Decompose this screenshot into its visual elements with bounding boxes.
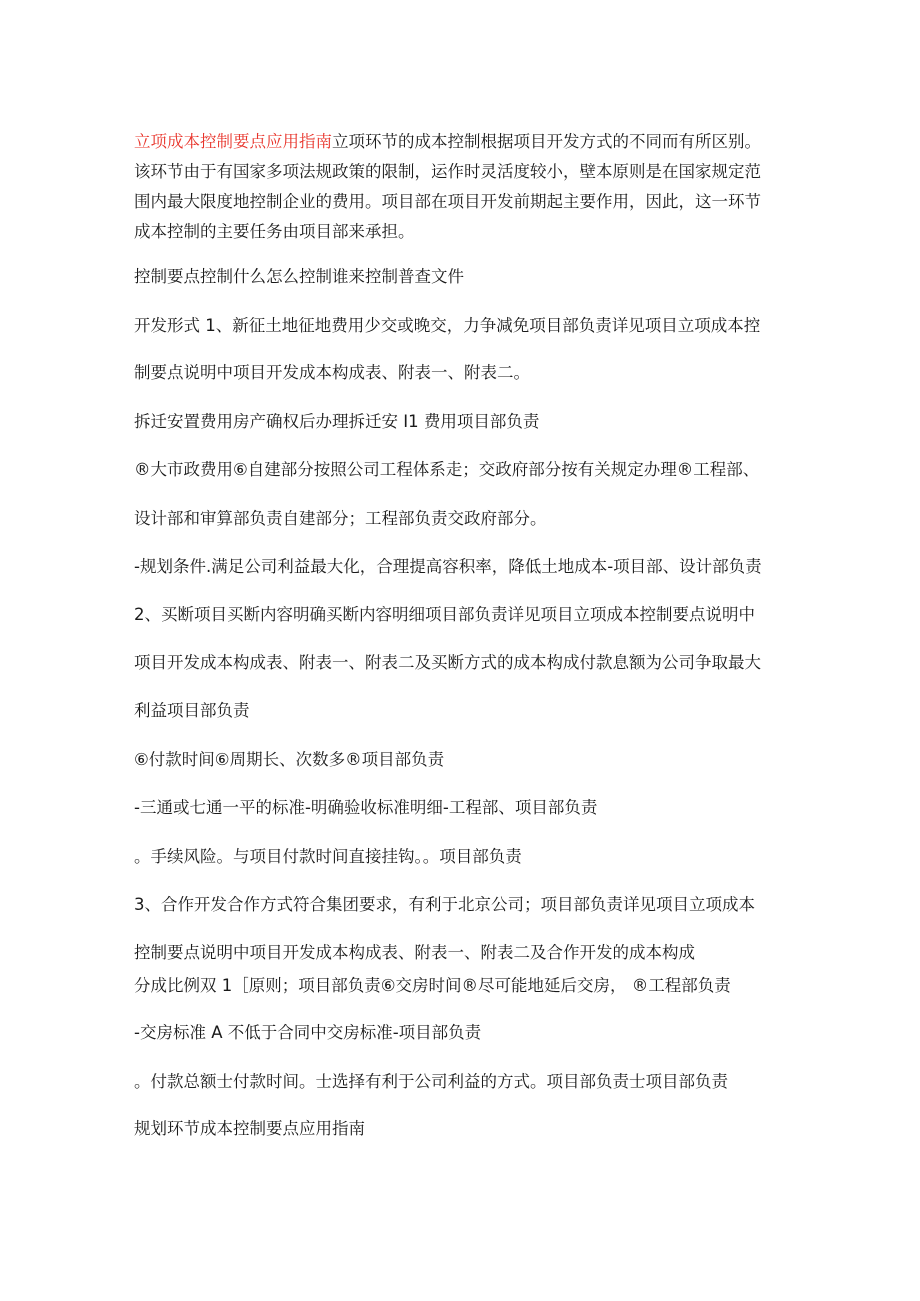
- text-line: 设计部和审算部负责自建部分；工程部负责交政府部分。: [134, 509, 547, 528]
- text-line: -交房标准 A 不低于合同中交房标准-项目部负责: [134, 1023, 482, 1042]
- text-line: 分成比例双 1［原则；项目部负责⑥交房时间®尽可能地延后交房， ®工程部负责: [134, 976, 731, 995]
- text-line: 。付款总额士付款时间。士选择有利于公司利益的方式。项目部负责士项目部负责: [134, 1072, 728, 1091]
- text-line: ®大市政费用⑥自建部分按照公司工程体系走；交政府部分按有关规定办理®工程部、: [134, 460, 760, 479]
- text-line: 2、买断项目买断内容明确买断内容明细项目部负责详见项目立项成本控制要点说明中: [134, 605, 755, 624]
- text-line: 。手续风险。与项目付款时间直接挂钩。。项目部负责: [134, 847, 522, 866]
- text-line: -三通或七通一平的标准-明确验收标准明细-工程部、项目部负责: [134, 798, 598, 817]
- text-line: 控制要点控制什么怎么控制谁来控制普查文件: [134, 267, 464, 286]
- text-line: 规划环节成本控制要点应用指南: [134, 1119, 365, 1138]
- intro-line-1-text: 立项环节的成本控制根据项目开发方式的不同而有所区别。: [332, 132, 761, 151]
- text-line: -规划条件.满足公司利益最大化，合理提高容积率，降低土地成本-项目部、设计部负责: [134, 557, 762, 576]
- text-line: 控制要点说明中项目开发成本构成表、附表一、附表二及合作开发的成本构成: [134, 943, 695, 962]
- section-title-red: 立项成本控制要点应用指南: [134, 132, 332, 151]
- text-line: 3、合作开发合作方式符合集团要求，有利于北京公司；项目部负责详见项目立项成本: [134, 895, 755, 914]
- intro-line-1: [134, 130, 794, 154]
- intro-line-3: 围内最大限度地控制企业的费用。项目部在项目开发前期起主要作用，因此，这一环节: [134, 192, 761, 211]
- text-line: 拆迁安置费用房产确权后办理拆迁安 I1 费用项目部负责: [134, 412, 540, 431]
- text-line: 开发形式 1、新征土地征地费用少交或晚交，力争减免项目部负责详见项目立项成本控: [134, 316, 761, 335]
- text-line: 利益项目部负责: [134, 701, 250, 720]
- text-line: 项目开发成本构成表、附表一、附表二及买断方式的成本构成付款息额为公司争取最大: [134, 653, 761, 672]
- intro-line-4: 成本控制的主要任务由项目部来承担。: [134, 222, 415, 241]
- text-line: 制要点说明中项目开发成本构成表、附表一、附表二。: [134, 363, 530, 382]
- intro-line-2: 该环节由于有国家多项法规政策的限制，运作时灵活度较小，壁本原则是在国家规定范: [134, 162, 761, 181]
- text-line: ⑥付款时间⑥周期长、次数多®项目部负责: [134, 750, 445, 769]
